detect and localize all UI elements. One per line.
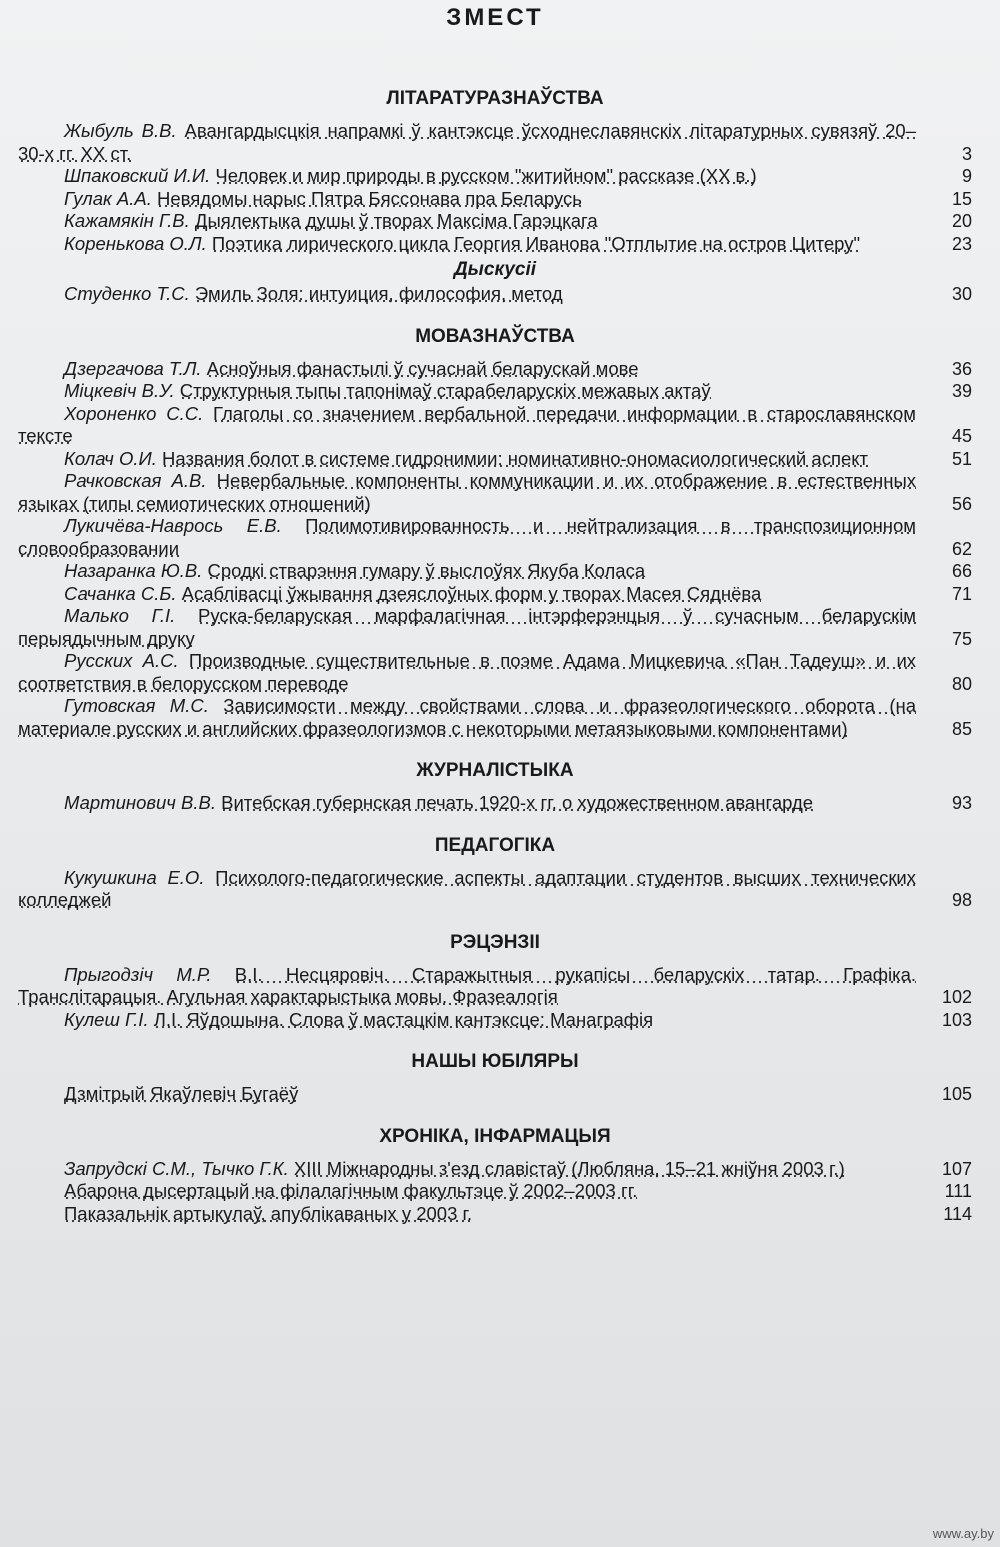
entry-title: Невербальные компоненты коммуникации и их отображение в естественных языках (типы семиотических отношений) xyxy=(18,470,917,514)
toc-entry[interactable] xyxy=(18,1158,972,1181)
entry-author: Міцкевіч В.У. xyxy=(64,380,175,401)
toc-entry[interactable] xyxy=(18,1180,972,1203)
entry-page-number: 36 xyxy=(951,358,972,379)
entry-page-number: 71 xyxy=(951,583,972,604)
entry-author: Русских А.С. xyxy=(64,650,179,671)
entry-title: Глаголы со значением вербальной передачи информации в старославянском тексте xyxy=(18,402,916,446)
entry-page-number: 85 xyxy=(951,718,972,739)
entry-author: Кулеш Г.І. xyxy=(64,1008,149,1030)
toc-section xyxy=(18,932,972,1032)
entry-title: Л.І. Яўдошына. Слова ў мастацкім кантэксце: Манаграфія xyxy=(153,1008,654,1030)
entry-page-number: 3 xyxy=(961,143,972,164)
entry-title: Производные существительные в поэме Адама Мицкевича «Пан Тадеуш» и их соответствия в белорусском переводе xyxy=(18,650,917,694)
toc-section xyxy=(18,1051,972,1106)
entry-page-number: 39 xyxy=(951,381,972,401)
entry-title: ХІІІ Міжнародны з'езд славістаў (Любляна, 15–21 жніўня 2003 г.) xyxy=(293,1157,845,1179)
entry-page-number: 9 xyxy=(961,166,972,186)
watermark: www.ay.by xyxy=(932,1526,994,1541)
entry-title: Витебская губернская печать 1920-х гг. о художественном авангарде xyxy=(221,792,814,813)
entry-title: Абарона дысертацый на філалагічным факультэце ў 2002–2003 гг. xyxy=(64,1180,638,1201)
section-heading: ХРОНІКА, ІНФАРМАЦЫЯ xyxy=(379,1125,611,1147)
entry-author: Малько Г.І. xyxy=(64,605,176,626)
toc-entry[interactable] xyxy=(18,1203,972,1226)
entry-author: Прыгодзіч М.Р. xyxy=(64,963,212,985)
entry-title: Зависимости между свойствами слова и фразеологического оборота (на материале русских и английских фразеологизмов с некоторыми метаязыковыми компонентами) xyxy=(18,695,917,739)
toc-entry[interactable] xyxy=(18,120,972,165)
toc-entry[interactable] xyxy=(18,448,972,471)
toc-entry[interactable] xyxy=(18,283,972,306)
entry-author: Гутовская М.С. xyxy=(64,695,209,716)
toc-entry[interactable] xyxy=(18,470,972,515)
entry-page-number: 51 xyxy=(951,448,972,469)
entry-page-number: 102 xyxy=(941,987,972,1007)
entry-author: Кажамякін Г.В. xyxy=(64,210,190,231)
toc-section xyxy=(18,88,972,306)
entry-title: Авангардысцкія напрамкі ў кантэксце ўсходнеславянскіх літаратурных сувязяў 20–30-х гг. ХХ ст. xyxy=(18,120,916,164)
entry-author: Мартинович В.В. xyxy=(64,792,216,813)
toc-entry[interactable] xyxy=(18,964,972,1009)
entry-page-number: 98 xyxy=(951,890,972,910)
entry-author: Гулак А.А. xyxy=(64,187,152,209)
entry-author: Дзергачова Т.Л. xyxy=(64,357,202,379)
toc-section xyxy=(18,835,972,912)
entry-author: Студенко Т.С. xyxy=(64,283,190,304)
entry-title: Асноўныя фанастылі ў сучаснай беларускай мове xyxy=(206,357,639,379)
entry-title: Эмиль Золя: интуиция, философия, метод xyxy=(194,283,563,304)
entry-page-number: 30 xyxy=(951,284,972,304)
toc-entry[interactable] xyxy=(18,695,972,740)
entry-title: Дзмітрый Якаўлевіч Бугаёў xyxy=(64,1083,299,1104)
entry-title: Асаблівасці ўжывання дзеяслоўных форм у творах Масея Сяднёва xyxy=(181,582,762,604)
section-heading: РЭЦЭНЗІІ xyxy=(450,931,540,953)
toc-section xyxy=(18,326,972,741)
entry-author: Назаранка Ю.В. xyxy=(64,560,203,581)
entry-page-number: 114 xyxy=(943,1203,972,1224)
entry-page-number: 111 xyxy=(944,1181,972,1201)
toc-entry[interactable] xyxy=(18,380,972,403)
toc-entry[interactable] xyxy=(18,1083,972,1106)
entry-author: Кукушкина Е.О. xyxy=(64,866,205,888)
entry-author: Сачанка С.Б. xyxy=(64,582,177,604)
entry-page-number: 75 xyxy=(951,628,972,649)
section-subheading: Дыскусіі xyxy=(453,259,537,280)
entry-author: Жыбуль В.В. xyxy=(64,120,177,141)
entry-page-number: 66 xyxy=(951,561,972,581)
entry-page-number: 105 xyxy=(941,1084,972,1104)
toc-entry[interactable] xyxy=(18,165,972,188)
toc-entry[interactable] xyxy=(18,792,972,815)
section-heading: ПЕДАГОГІКА xyxy=(434,834,556,856)
toc-section xyxy=(18,760,972,815)
entry-title: Человек и мир природы в русском "житийном" рассказе (ХХ в.) xyxy=(215,165,757,186)
table-of-contents xyxy=(18,88,972,1225)
toc-entry[interactable] xyxy=(18,515,972,560)
toc-entry[interactable] xyxy=(18,188,972,211)
section-heading: МОВАЗНАЎСТВА xyxy=(415,325,575,347)
entry-page-number: 20 xyxy=(951,211,972,231)
entry-title: Поэтика лирического цикла Георгия Иванова "Отплытие на остров Цитеру" xyxy=(211,232,861,254)
section-heading: НАШЫ ЮБІЛЯРЫ xyxy=(411,1051,579,1072)
entry-author: Лукичёва-Наврось Е.В. xyxy=(64,515,282,536)
toc-entry[interactable] xyxy=(18,358,972,381)
page-title: ЗМЕСТ xyxy=(446,4,544,31)
entry-page-number: 62 xyxy=(951,538,972,559)
entry-page-number: 107 xyxy=(941,1158,972,1179)
entry-title: Структурныя тыпы тапонімаў старабеларускіх межавых актаў xyxy=(179,380,711,401)
toc-entry[interactable] xyxy=(18,605,972,650)
toc-entry[interactable] xyxy=(18,1009,972,1032)
entry-page-number: 56 xyxy=(951,493,972,514)
entry-title: Руска-беларуская марфалагічная інтэрферэнцыя ў сучасным беларускім перыядычным друку xyxy=(18,605,917,649)
entry-page-number: 103 xyxy=(941,1009,972,1030)
toc-entry[interactable] xyxy=(18,867,972,912)
entry-author: Коренькова О.Л. xyxy=(64,232,207,254)
section-heading: ЛІТАРАТУРАЗНАЎСТВА xyxy=(386,88,604,109)
section-heading: ЖУРНАЛІСТЫКА xyxy=(416,760,574,781)
toc-entry[interactable] xyxy=(18,650,972,695)
entry-title: Психолого-педагогические аспекты адаптации студентов высших технических колледжей xyxy=(18,866,917,910)
entry-page-number: 15 xyxy=(951,188,972,209)
toc-entry[interactable] xyxy=(18,560,972,583)
entry-title: Полимотивированность и нейтрализация в транспозиционном словообразовании xyxy=(18,515,917,559)
entry-page-number: 80 xyxy=(951,673,972,694)
entry-author: Рачковская А.В. xyxy=(64,470,207,491)
entry-title: Паказальнік артыкулаў, апублікаваных у 2003 г. xyxy=(64,1202,473,1224)
entry-title: Невядомы нарыс Пятра Бяссонава пра Беларусь xyxy=(157,187,582,209)
entry-title: Сродкі стварэння гумару ў выслоўях Якуба Коласа xyxy=(207,560,646,581)
entry-page-number: 23 xyxy=(951,233,972,254)
toc-entry[interactable] xyxy=(18,403,972,448)
toc-entry[interactable] xyxy=(18,210,972,233)
toc-section xyxy=(18,1126,972,1226)
toc-entry[interactable] xyxy=(18,233,972,256)
entry-author: Колач О.И. xyxy=(64,447,157,469)
entry-author: Запрудскі С.М., Тычко Г.К. xyxy=(64,1157,289,1179)
entry-title: В.І. Несцяровіч. Старажытныя рукапісы беларускіх татар. Графіка. Транслітарацыя. Агульная характарыстыка мовы. Фразеалогія xyxy=(18,963,916,1007)
entry-title: Дыялектыка душы ў творах Максіма Гарэцкага xyxy=(194,210,598,231)
toc-entry[interactable] xyxy=(18,583,972,606)
entry-author: Хороненко С.С. xyxy=(64,402,204,424)
entry-title: Названия болот в системе гидронимии: номинативно-ономасиологический аспект xyxy=(162,447,869,469)
entry-page-number: 93 xyxy=(951,793,972,813)
entry-page-number: 45 xyxy=(951,426,972,446)
entry-author: Шпаковский И.И. xyxy=(64,165,211,186)
